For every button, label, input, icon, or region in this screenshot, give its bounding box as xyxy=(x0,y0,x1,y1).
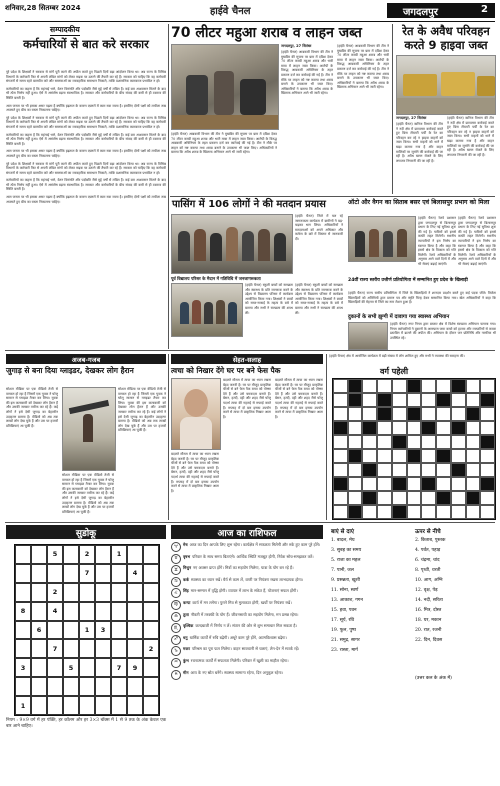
rashifal-text: मान-सम्मान में वृद्धि होगी। व्यापार में लाभ के संकेत हैं, योजनाएं सफल होंगी। xyxy=(190,588,298,594)
sudoku-cell[interactable] xyxy=(63,583,79,602)
rashifal-item xyxy=(171,635,323,645)
rashifal-text: जल्दबाजी में निर्णय न लें। संतान की ओर से शुभ समाचार मिल सकता है। xyxy=(195,623,297,629)
sudoku-cell[interactable] xyxy=(111,696,127,715)
ajab-label-bar xyxy=(6,354,166,364)
zodiac-icon: ♐ xyxy=(171,635,181,645)
rashifal-sign: वृश्चिक xyxy=(183,623,194,629)
ajab-body-col1: सोशल मीडिया पर एक वीडियो तेजी से वायरल हो रहा है जिसमें एक युवक ने घरेलू सामान से ग्लाइडर तैयार कर लिया। युवक की इस कलाकारी को देखकर लोग हैरान हैं और उसकी जमकर तारीफ कर रहे हैं। कई लोगों ने इसे देसी जुगाड़ का बेहतरीन उदाहरण बताया है। वीडियो को अब तक लाखों लोग देख चुके हैं और उस पर हजारों प्रतिक्रियाएं आ चुकी हैं। xyxy=(6,387,58,428)
sudoku-cell[interactable] xyxy=(63,621,79,640)
zodiac-icon: ♍ xyxy=(171,600,181,610)
crossword-clue: 20. रात, रजनी xyxy=(415,628,442,633)
sudoku-cell[interactable] xyxy=(15,564,31,583)
sudoku-cell[interactable] xyxy=(95,583,111,602)
sudoku-cell[interactable]: 7 xyxy=(79,564,95,583)
sudoku-grid xyxy=(14,544,160,716)
rashifal-sign: मीन xyxy=(183,669,189,675)
mahua-body-col2: (हाईवे चैनल) आबकारी विभाग की टीम ने मुखबिर की सूचना पर ग्राम में दबिश देकर 70 लीटर कच्ची महुआ शराब और भारी मात्रा में लाहन जब्त किया। आरोपी के विरुद्ध आबकारी अधिनियम के तहत प्रकरण दर्ज कर कार्रवाई की गई है। टीम ने मौके पर लाहन को नष्ट कराया तथा शराब बनाने के उपकरण भी जब्त किए। अधिकारियों ने बताया कि अवैध शराब के खिलाफ अभियान आगे भी जारी रहेगा। xyxy=(337,44,389,90)
sudoku-cell[interactable]: 9 xyxy=(127,658,143,677)
rashifal-text: आज का दिन आपके लिए शुभ रहेगा। कार्यक्षेत्र में सफलता मिलेगी और रुके हुए काम पूरे होंगे। xyxy=(189,542,321,547)
rashifal-sign: वृषभ xyxy=(183,553,191,559)
answers-note: (उत्तर कल के अंक में) xyxy=(415,676,452,681)
rashifal-item xyxy=(171,588,323,598)
sehat-story xyxy=(171,378,323,520)
crossword-title: वर्ग पहेली xyxy=(380,367,409,376)
sudoku-cell[interactable] xyxy=(63,564,79,583)
band-story xyxy=(171,214,343,274)
editorial-label: सम्पादकीय xyxy=(50,25,80,34)
crossword-clue: 16. मित्र, दोस्त xyxy=(415,608,442,613)
crossword-clue: 14. नदी, सरिता xyxy=(415,598,443,603)
sudoku-cell[interactable] xyxy=(31,564,47,583)
school-body-col1: (हाईवे चैनल) स्कूली बच्चों को स्वच्छता और स्वास्थ्य के प्रति जागरूक करने के उद्देश्य से विद्यालय परिसर में कार्यक्रम आयोजित किया गया। शिक्षकों ने बच्चों को साफ-सफाई के महत्व के बारे में बताया और सभी ने स्वच्छता की शपथ ली। xyxy=(245,283,293,315)
rashifal-text-box xyxy=(183,635,287,640)
sudoku-cell[interactable] xyxy=(95,564,111,583)
rashifal-item xyxy=(171,612,323,622)
rashifal-item xyxy=(171,577,323,587)
crossword-clue: 7. पानी, जल xyxy=(331,568,354,573)
sudoku-cell[interactable] xyxy=(31,639,47,658)
mahua-body-col3: (हाईवे चैनल) आबकारी विभाग की टीम ने मुखबिर की सूचना पर ग्राम में दबिश देकर 70 लीटर कच्ची महुआ शराब और भारी मात्रा में लाहन जब्त किया। आरोपी के विरुद्ध आबकारी अधिनियम के तहत प्रकरण दर्ज कर कार्रवाई की गई है। टीम ने मौके पर लाहन को नष्ट कराया तथा शराब बनाने के उपकरण भी जब्त किए। अधिकारियों ने बताया कि अवैध शराब के खिलाफ अभियान आगे भी जारी रहेगा। xyxy=(171,132,277,155)
sand-body-col1: (हाईवे चैनल) खनिज विभाग की टीम ने नदी क्षेत्र में छापामार कार्रवाई करते हुए बिना रॉयल्टी पर्ची के रेत का परिवहन कर रहे 9 हाइवा वाहनों को जब्त किया। सभी वाहनों को थाने में खड़ा कराया गया है और वाहन मालिकों पर जुर्माने की कार्रवाई की जा रही है। अवैध खनन रोकने के लिए लगातार निगरानी की जा रही है। xyxy=(396,122,443,163)
sudoku-cell[interactable] xyxy=(127,583,143,602)
rashifal-sign: कुंभ xyxy=(183,657,189,663)
crossword-clue: 8. पृथ्वी, धरती xyxy=(415,568,441,573)
zodiac-icon: ♑ xyxy=(171,646,181,656)
rashifal-text-box xyxy=(183,542,320,547)
column-divider-3 xyxy=(168,354,169,520)
crossword-clue: 4. पर्वत, पहाड़ xyxy=(415,548,441,553)
sudoku-cell[interactable]: 8 xyxy=(15,602,31,621)
sudoku-cell[interactable]: 5 xyxy=(63,658,79,677)
auto-body-col1: (हाईवे चैनल) रेलवे प्रशासन द्वारा जगदलपुर से बिलासपुर प्रभाग के लिए नई सुविधा शुरू की गई है। यात्रियों को इससे काफी राहत मिलेगी। स्थानीय व्यापारियों ने इस निर्णय का स्वागत किया है और कहा कि इससे क्षेत्र के विकास को गति मिलेगी। रेलवे अधिकारियों के अनुसार आने वाले दिनों में और भी सेवाएं बढ़ाई जाएंगी। xyxy=(418,216,456,266)
rashifal-text: परिवार के साथ समय बिताएंगे। आर्थिक स्थिति मजबूत होगी, निवेश सोच-समझकर करें। xyxy=(192,553,314,559)
sudoku-cell[interactable] xyxy=(15,639,31,658)
rashifal-item xyxy=(171,600,323,610)
down-title: ऊपर से नीचे xyxy=(415,529,441,535)
sand-story xyxy=(396,116,494,194)
sudoku-cell[interactable]: 1 xyxy=(15,696,31,715)
sudoku-cell[interactable] xyxy=(127,602,143,621)
header-page-no: 2 xyxy=(481,4,488,15)
sudoku-cell[interactable] xyxy=(95,658,111,677)
rashifal-text-box xyxy=(183,565,294,570)
rashifal-sign: धनु xyxy=(183,634,188,640)
editorial-body xyxy=(6,70,166,340)
mahua-headline: 70 लीटर महुआ शराब व लाहन जब्त xyxy=(171,25,362,41)
zodiac-icon: ♏ xyxy=(171,623,181,633)
sudoku-cell[interactable] xyxy=(95,639,111,658)
rashifal-text-box xyxy=(183,577,303,582)
sudoku-cell[interactable] xyxy=(47,658,63,677)
sudoku-cell[interactable] xyxy=(79,639,95,658)
rashifal-text: स्वास्थ्य का ध्यान रखें। धैर्य से काम लें, वाणी पर नियंत्रण रखना लाभदायक होगा। xyxy=(190,576,304,582)
sudoku-cell[interactable] xyxy=(63,696,79,715)
zodiac-icon: ♓ xyxy=(171,670,181,680)
header-city: जगदलपुर xyxy=(403,7,438,18)
sudoku-cell[interactable] xyxy=(111,564,127,583)
editorial-para-1: पूरे प्रदेश के शिक्षकों ने सरकार से मांगें पूरी करने की अपील करते हुए पिछले दिनों बड़ा आंदोलन किया था। अब राज्य के विभिन्न विभागों के कर्मचारी फिर से अपनी लंबित मांगों को लेकर सड़क पर उतरने की तैयारी कर रहे हैं। सरकार को चाहिए कि वह कर्मचारी संगठनों से समय रहते बातचीत करे और समस्याओं का व्यावहारिक समाधान निकाले, ताकि प्रशासनिक कामकाज प्रभावित न हो। xyxy=(6,70,166,84)
crossword-clue: 15. हवा, पवन xyxy=(331,608,357,613)
masthead xyxy=(5,3,495,20)
rashifal-text: आय के नए स्रोत बनेंगे। स्वास्थ्य सामान्य रहेगा, दिन अनुकूल रहेगा। xyxy=(190,669,284,675)
editorial-para-4: पूरे प्रदेश के शिक्षकों ने सरकार से मांगें पूरी करने की अपील करते हुए पिछले दिनों बड़ा आंदोलन किया था। अब राज्य के विभिन्न विभागों के कर्मचारी फिर से अपनी लंबित मांगों को लेकर सड़क पर उतरने की तैयारी कर रहे हैं। सरकार को चाहिए कि वह कर्मचारी संगठनों से समय रहते बातचीत करे और समस्याओं का व्यावहारिक समाधान निकाले, ताकि प्रशासनिक कामकाज प्रभावित न हो। xyxy=(6,115,166,129)
sudoku-cell[interactable]: 5 xyxy=(47,545,63,564)
rashifal-text-box xyxy=(183,623,297,628)
sehat-headline: त्वचा को निखार देंगे घर पर बने फेस पैक xyxy=(171,366,281,375)
editorial-para-6: आम जनता पर भी इसका असर पड़ता है क्योंकि हड़ताल के कारण दफ्तरों में काम रुक जाता है। इसलिए दोनों पक्षों को लचीला रुख अपनाते हुए बीच का रास्ता निकालना चाहिए। xyxy=(6,149,166,158)
ajab-headline: जुगाड़ से बना दिया ग्लाइडर, देखकर लोग हैरान xyxy=(6,366,134,375)
crossword-clue: 9. प्रसन्नता, खुशी xyxy=(331,578,360,583)
sudoku-cell[interactable] xyxy=(143,696,159,715)
crossword-clue: 2. किताब, पुस्तक xyxy=(415,538,446,543)
auto-story xyxy=(348,216,496,276)
crossword-clue: 18. घर, मकान xyxy=(415,618,442,623)
crossword-clue: 12. वृक्ष, पेड़ xyxy=(415,588,438,593)
crossword-clue: 10. आग, अग्नि xyxy=(415,578,443,583)
bottom-right-body: (हाईवे चैनल) क्षेत्र में आयोजित कार्यक्रम में बड़ी संख्या में लोग शामिल हुए और सभी ने व्यवस्था की सराहना की। xyxy=(329,354,465,358)
crossword-clue: 11. सोना, स्वर्ण xyxy=(331,588,359,593)
rashifal-text-box xyxy=(183,554,314,559)
band-rule xyxy=(170,196,495,197)
sudoku-cell[interactable] xyxy=(47,564,63,583)
rashifal-text: नौकरी में तरक्की के योग हैं। जीवनसाथी का सहयोग मिलेगा, मन प्रसन्न रहेगा। xyxy=(190,611,299,617)
sudoku-cell[interactable] xyxy=(143,602,159,621)
sudoku-cell[interactable] xyxy=(127,545,143,564)
sudoku-cell[interactable]: 7 xyxy=(111,658,127,677)
rashifal-text-box xyxy=(183,646,299,651)
rashifal-item xyxy=(171,623,323,633)
sudoku-cell[interactable] xyxy=(111,639,127,658)
crossword-clue: 22. दिन, दिवस xyxy=(415,638,443,643)
mahua-story xyxy=(171,44,389,194)
rashifal-title-bar xyxy=(171,525,323,539)
crossword-clue: 21. समुद्र, सागर xyxy=(331,638,360,643)
crossword-clue: 6. चंद्रमा, चांद xyxy=(415,558,440,563)
sudoku-cell[interactable] xyxy=(47,696,63,715)
sudoku-cell[interactable] xyxy=(111,583,127,602)
school-body-col2: (हाईवे चैनल) स्कूली बच्चों को स्वच्छता और स्वास्थ्य के प्रति जागरूक करने के उद्देश्य से विद्यालय परिसर में कार्यक्रम आयोजित किया गया। शिक्षकों ने बच्चों को साफ-सफाई के महत्व के बारे में बताया और सभी ने स्वच्छता की शपथ ली। xyxy=(295,283,343,315)
rashifal-text: परिश्रम का पूरा फल मिलेगा। वाहन सावधानी से चलाएं, लेन-देन में सतर्क रहें। xyxy=(191,646,300,652)
school-story xyxy=(171,276,343,348)
sand-body-col2: (हाईवे चैनल) खनिज विभाग की टीम ने नदी क्षेत्र में छापामार कार्रवाई करते हुए बिना रॉयल्टी पर्ची के रेत का परिवहन कर रहे 9 हाइवा वाहनों को जब्त किया। सभी वाहनों को थाने में खड़ा कराया गया है और वाहन मालिकों पर जुर्माने की कार्रवाई की जा रही है। अवैध खनन रोकने के लिए लगातार निगरानी की जा रही है। xyxy=(447,116,494,157)
story-24-headline: 24वीं राज्य स्तरीय उत्तीर्ण प्रतियोगिता में सम्मानित हुए प्रदेश के खिलाड़ी xyxy=(348,278,468,283)
header-city-box xyxy=(387,3,495,18)
crossword-clues xyxy=(329,525,495,780)
crossword-clue: 17. सूर्य, रवि xyxy=(331,618,355,623)
auto-headline: ऑटो और वैगन का सिताब बसर एवं बिलासपुर प्रभाग को मिला xyxy=(348,199,490,206)
sudoku-cell[interactable]: 2 xyxy=(79,545,95,564)
sand-photo xyxy=(396,55,496,115)
sudoku-cell[interactable]: 3 xyxy=(95,621,111,640)
rashifal-text: नए अवसर प्राप्त होंगे। मित्रों का सहयोग मिलेगा, यात्रा के योग बन रहे हैं। xyxy=(192,565,294,571)
sudoku-cell[interactable]: 4 xyxy=(127,564,143,583)
sudoku-cell[interactable]: 2 xyxy=(143,639,159,658)
story-24 xyxy=(348,278,496,312)
games-rule xyxy=(5,522,495,523)
ajab-label: अजब-गजब xyxy=(71,355,101,364)
sudoku-cell[interactable] xyxy=(63,545,79,564)
sudoku-cell[interactable]: 7 xyxy=(47,639,63,658)
sudoku-cell[interactable] xyxy=(31,602,47,621)
sudoku-cell[interactable] xyxy=(79,583,95,602)
sudoku-cell[interactable] xyxy=(15,545,31,564)
sudoku-cell[interactable] xyxy=(31,545,47,564)
editorial-para-8: कर्मचारियों का कहना है कि महंगाई भत्ते, वेतन विसंगति और पदोन्नति जैसे मुद्दे वर्षों से लंबित हैं। कई बार आश्वासन मिलने के बाद भी ठोस निर्णय नहीं हुआ। ऐसे में असंतोष बढ़ना स्वाभाविक है। सरकार और कर्मचारियों के बीच संवाद की कमी से ही टकराव की स्थिति बनती है। xyxy=(6,178,166,192)
school-caption: पूर्व विद्यालय परिसर के मैदान में गतिविधि में जनजागरूकता xyxy=(171,276,261,281)
rashifal-item xyxy=(171,565,323,575)
cleanup-body: (हाईवे चैनल) नगर निगम द्वारा बाजार क्षेत्र में विशेष स्वच्छता अभियान चलाया गया। निगम कर्मचारियों ने दुकानों के आसपास जमा कचरे को हटाया और व्यापारियों से कचरा डस्टबिन में डालने की अपील की। अभियान के दौरान जन प्रतिनिधि और नागरिक भी उपस्थित रहे। xyxy=(390,322,496,340)
rashifal-item xyxy=(171,646,323,656)
rashifal-text: कार्य में मन लगेगा। पुराने मित्र से मुलाकात होगी, खर्चों पर नियंत्रण रखें। xyxy=(192,599,292,605)
sudoku-cell[interactable]: 3 xyxy=(15,658,31,677)
sudoku-title-bar xyxy=(6,525,166,539)
sudoku-cell[interactable] xyxy=(31,658,47,677)
zodiac-icon: ♉ xyxy=(171,554,181,564)
rashifal-list xyxy=(171,542,323,780)
rashifal-item xyxy=(171,554,323,564)
rashifal-item xyxy=(171,658,323,668)
zodiac-icon: ♈ xyxy=(171,542,181,552)
crossword-clue: 3. सुबह का समय xyxy=(331,548,362,553)
cleanup-headline: दुकानों के सभी झुग्गी में दावागा गया स्वास्थ्य अभियान xyxy=(348,314,450,320)
rashifal-sign: मिथुन xyxy=(183,565,191,571)
column-divider-1 xyxy=(168,24,169,349)
editorial xyxy=(6,24,166,344)
sehat-photo xyxy=(171,378,221,450)
zodiac-icon: ♎ xyxy=(171,612,181,622)
ajab-photo xyxy=(62,387,116,471)
editorial-para-9: आम जनता पर भी इसका असर पड़ता है क्योंकि हड़ताल के कारण दफ्तरों में काम रुक जाता है। इसलिए दोनों पक्षों को लचीला रुख अपनाते हुए बीच का रास्ता निकालना चाहिए। xyxy=(6,195,166,204)
band-photo xyxy=(171,214,293,274)
header-brand: हाईवे चैनल xyxy=(210,6,251,17)
crossword-clue: 5. राजा का महल xyxy=(331,558,361,563)
sudoku-cell[interactable] xyxy=(79,677,95,696)
sudoku-cell[interactable] xyxy=(127,639,143,658)
rashifal-sign: कर्क xyxy=(183,576,189,582)
sudoku-cell[interactable] xyxy=(95,677,111,696)
zodiac-icon: ♋ xyxy=(171,577,181,587)
band-headline: पासिंग में 106 लोगों ने की मतदान प्रयास xyxy=(172,199,326,210)
sudoku-cell[interactable]: 1 xyxy=(111,545,127,564)
mahua-photo xyxy=(171,44,279,130)
crossword-clue: 13. आकाश, गगन xyxy=(331,598,363,603)
rashifal-text-box xyxy=(183,600,292,605)
rashifal-sign: मेष xyxy=(183,542,188,547)
sudoku-cell[interactable] xyxy=(15,583,31,602)
rashifal-text-box xyxy=(183,670,283,675)
cleanup-photo xyxy=(348,322,388,350)
sudoku-title: सुडोकू xyxy=(75,528,97,539)
sudoku-cell[interactable] xyxy=(31,696,47,715)
sudoku-cell[interactable] xyxy=(47,621,63,640)
ajab-body-col3: सोशल मीडिया पर एक वीडियो तेजी से वायरल हो रहा है जिसमें एक युवक ने घरेलू सामान से ग्लाइडर तैयार कर लिया। युवक की इस कलाकारी को देखकर लोग हैरान हैं और उसकी जमकर तारीफ कर रहे हैं। कई लोगों ने इसे देसी जुगाड़ का बेहतरीन उदाहरण बताया है। वीडियो को अब तक लाखों लोग देख चुके हैं और उस पर हजारों प्रतिक्रियाएं आ चुकी हैं। xyxy=(118,387,166,433)
sudoku-cell[interactable] xyxy=(127,621,143,640)
mahua-body-col1: (हाईवे चैनल) आबकारी विभाग की टीम ने मुखबिर की सूचना पर ग्राम में दबिश देकर 70 लीटर कच्ची महुआ शराब और भारी मात्रा में लाहन जब्त किया। आरोपी के विरुद्ध आबकारी अधिनियम के तहत प्रकरण दर्ज कर कार्रवाई की गई है। टीम ने मौके पर लाहन को नष्ट कराया तथा शराब बनाने के उपकरण भी जब्त किए। अधिकारियों ने बताया कि अवैध शराब के खिलाफ अभियान आगे भी जारी रहेगा। xyxy=(281,50,333,96)
rashifal-item xyxy=(171,670,323,680)
sudoku-cell[interactable]: 6 xyxy=(31,621,47,640)
sudoku-cell[interactable] xyxy=(95,696,111,715)
ajab-body-col2: सोशल मीडिया पर एक वीडियो तेजी से वायरल हो रहा है जिसमें एक युवक ने घरेलू सामान से ग्लाइडर तैयार कर लिया। युवक की इस कलाकारी को देखकर लोग हैरान हैं और उसकी जमकर तारीफ कर रहे हैं। कई लोगों ने इसे देसी जुगाड़ का बेहतरीन उदाहरण बताया है। वीडियो को अब तक लाखों लोग देख चुके हैं और उस पर हजारों प्रतिक्रियाएं आ चुकी हैं। xyxy=(62,473,114,514)
ajab-story xyxy=(6,387,166,519)
column-divider-2 xyxy=(392,24,393,194)
bottom-rule xyxy=(5,350,495,351)
cleanup-story xyxy=(348,314,496,348)
editorial-para-3: आम जनता पर भी इसका असर पड़ता है क्योंकि हड़ताल के कारण दफ्तरों में काम रुक जाता है। इसलिए दोनों पक्षों को लचीला रुख अपनाते हुए बीच का रास्ता निकालना चाहिए। xyxy=(6,103,166,113)
sudoku-cell[interactable] xyxy=(143,564,159,583)
school-photo xyxy=(171,283,243,337)
editorial-para-2: कर्मचारियों का कहना है कि महंगाई भत्ते, वेतन विसंगति और पदोन्नति जैसे मुद्दे वर्षों से लंबित हैं। कई बार आश्वासन मिलने के बाद भी ठोस निर्णय नहीं हुआ। ऐसे में असंतोष बढ़ना स्वाभाविक है। सरकार और कर्मचारियों के बीच संवाद की कमी से ही टकराव की स्थिति बनती है। xyxy=(6,86,166,100)
auto-body-col2: (हाईवे चैनल) रेलवे प्रशासन द्वारा जगदलपुर से बिलासपुर प्रभाग के लिए नई सुविधा शुरू की गई है। यात्रियों को इससे काफी राहत मिलेगी। स्थानीय व्यापारियों ने इस निर्णय का स्वागत किया है और कहा कि इससे क्षेत्र के विकास को गति मिलेगी। रेलवे अधिकारियों के अनुसार आने वाले दिनों में और भी सेवाएं बढ़ाई जाएंगी। xyxy=(458,216,496,266)
sudoku-cell[interactable] xyxy=(79,696,95,715)
rashifal-sign: कन्या xyxy=(183,599,191,605)
sudoku-cell[interactable] xyxy=(63,602,79,621)
sudoku-cell[interactable]: 1 xyxy=(79,621,95,640)
sehat-body-col2: बदलते मौसम में त्वचा का ध्यान रखना बेहद जरूरी है। घर पर मौजूद प्राकृतिक चीजों से बने फेस पैक त्वचा को पोषण देते हैं और उसे चमकदार बनाते हैं। बेसन, हल्दी, दही और शहद जैसे घरेलू पदार्थ त्वचा की गहराई से सफाई करते हैं। सप्ताह में दो बार इनका उपयोग करने से त्वचा में प्राकृतिक निखार आता है। xyxy=(223,378,271,419)
sudoku-cell[interactable] xyxy=(63,677,79,696)
crossword-clue: 19. फूल, पुष्प xyxy=(331,628,357,633)
sehat-label: सेहत-सलाह xyxy=(232,355,262,364)
header-rule xyxy=(5,21,495,22)
bottom-right-story xyxy=(329,354,495,364)
zodiac-icon: ♌ xyxy=(171,588,181,598)
sand-headline: रेत के अवैध परिवहन करते 9 हाइवा जब्त xyxy=(402,24,490,52)
sudoku-instructions: नियम : 9×9 वर्ग में हर पंक्ति, हर कॉलम और हर 3×3 बॉक्स में 1 से 9 तक के अंक केवल एक बार आने चाहिए। xyxy=(6,718,166,729)
crossword-clue: 1. बादल, मेघ xyxy=(331,538,355,543)
sehat-body-col3: बदलते मौसम में त्वचा का ध्यान रखना बेहद जरूरी है। घर पर मौजूद प्राकृतिक चीजों से बने फेस पैक त्वचा को पोषण देते हैं और उसे चमकदार बनाते हैं। बेसन, हल्दी, दही और शहद जैसे घरेलू पदार्थ त्वचा की गहराई से सफाई करते हैं। सप्ताह में दो बार इनका उपयोग करने से त्वचा में प्राकृतिक निखार आता है। xyxy=(275,378,323,419)
across-title: बाएं से दाएं xyxy=(331,529,354,535)
auto-photo xyxy=(348,216,416,262)
header-date: शनिवार,28 सितम्बर 2024 xyxy=(5,4,81,12)
crossword-clue: 23. रास्ता, मार्ग xyxy=(331,648,358,653)
sudoku-cell[interactable]: 4 xyxy=(47,602,63,621)
sudoku-cell[interactable] xyxy=(143,545,159,564)
rashifal-text: रचनात्मक कार्यों में सफलता मिलेगी। परिवार में खुशी का माहौल रहेगा। xyxy=(190,657,289,663)
rashifal-text: धार्मिक कार्यों में रुचि बढ़ेगी। अधूरे काम पूरे होंगे, आत्मविश्वास बढ़ेगा। xyxy=(189,634,287,640)
rashifal-text-box xyxy=(183,658,289,663)
rashifal-text-box xyxy=(183,588,298,593)
story-24-body: (हाईवे चैनल) राज्य स्तरीय प्रतियोगिता में जिले के खिलाड़ियों ने शानदार प्रदर्शन करते हुए कई पदक जीते। विजेता खिलाड़ियों को अतिथियों द्वारा प्रमाण पत्र और स्मृति चिन्ह देकर सम्मानित किया गया। खेल अधिकारियों ने कहा कि खिलाड़ियों की मेहनत से जिले का नाम रोशन हुआ है। xyxy=(348,291,496,305)
sudoku-cell[interactable] xyxy=(47,677,63,696)
sudoku-cell[interactable] xyxy=(31,677,47,696)
mahua-dateline: जगदलपुर, 27 सितंबर xyxy=(281,44,312,48)
rashifal-title: आज का राशिफल xyxy=(217,528,277,539)
sehat-label-bar xyxy=(171,354,323,364)
sudoku-cell[interactable] xyxy=(111,621,127,640)
sudoku-cell[interactable] xyxy=(15,677,31,696)
editorial-headline: कर्मचारियों से बात करे सरकार xyxy=(23,37,149,51)
sudoku-cell[interactable] xyxy=(95,545,111,564)
sudoku-cell[interactable] xyxy=(127,677,143,696)
zodiac-icon: ♒ xyxy=(171,658,181,668)
sand-dateline: जगदलपुर, 27 सितंबर xyxy=(396,116,427,120)
rashifal-sign: सिंह xyxy=(183,588,189,594)
sudoku-cell[interactable]: 2 xyxy=(47,583,63,602)
rashifal-text-box xyxy=(183,612,298,617)
column-divider-4 xyxy=(326,354,327,520)
sudoku-cell[interactable] xyxy=(111,677,127,696)
sudoku-cell[interactable] xyxy=(31,583,47,602)
sudoku-cell[interactable] xyxy=(79,658,95,677)
down-list xyxy=(415,536,495,646)
sehat-body-col1: बदलते मौसम में त्वचा का ध्यान रखना बेहद जरूरी है। घर पर मौजूद प्राकृतिक चीजों से बने फेस पैक त्वचा को पोषण देते हैं और उसे चमकदार बनाते हैं। बेसन, हल्दी, दही और शहद जैसे घरेलू पदार्थ त्वचा की गहराई से सफाई करते हैं। सप्ताह में दो बार इनका उपयोग करने से त्वचा में प्राकृतिक निखार आता है। xyxy=(171,452,219,493)
crossword-grid xyxy=(332,378,496,520)
across-list xyxy=(331,536,411,656)
sudoku-cell[interactable] xyxy=(127,696,143,715)
band-body: (हाईवे चैनल) जिले में चल रहे जागरूकता कार्यक्रम में ग्रामीणों ने बढ़-चढ़कर भाग लिया। अधिकारियों ने मतदाताओं को अपने अधिकार और कर्तव्य के बारे में विस्तार से जानकारी दी। xyxy=(295,214,343,241)
sudoku-cell[interactable] xyxy=(111,602,127,621)
sudoku-cell[interactable] xyxy=(143,583,159,602)
rashifal-item xyxy=(171,542,323,552)
editorial-para-5: कर्मचारियों का कहना है कि महंगाई भत्ते, वेतन विसंगति और पदोन्नति जैसे मुद्दे वर्षों से लंबित हैं। कई बार आश्वासन मिलने के बाद भी ठोस निर्णय नहीं हुआ। ऐसे में असंतोष बढ़ना स्वाभाविक है। सरकार और कर्मचारियों के बीच संवाद की कमी से ही टकराव की स्थिति बनती है। xyxy=(6,132,166,146)
sudoku-cell[interactable] xyxy=(79,602,95,621)
rashifal-sign: तुला xyxy=(183,611,189,617)
editorial-para-7: पूरे प्रदेश के शिक्षकों ने सरकार से मांगें पूरी करने की अपील करते हुए पिछले दिनों बड़ा आंदोलन किया था। अब राज्य के विभिन्न विभागों के कर्मचारी फिर से अपनी लंबित मांगों को लेकर सड़क पर उतरने की तैयारी कर रहे हैं। सरकार को चाहिए कि वह कर्मचारी संगठनों से समय रहते बातचीत करे और समस्याओं का व्यावहारिक समाधान निकाले, ताकि प्रशासनिक कामकाज प्रभावित न हो। xyxy=(6,161,166,175)
sudoku-cell[interactable] xyxy=(143,658,159,677)
zodiac-icon: ♊ xyxy=(171,565,181,575)
sudoku-cell[interactable] xyxy=(143,621,159,640)
sudoku-cell[interactable] xyxy=(15,621,31,640)
sudoku-cell[interactable] xyxy=(95,602,111,621)
rashifal-sign: मकर xyxy=(183,646,190,652)
sudoku-cell[interactable] xyxy=(63,639,79,658)
sudoku-cell[interactable] xyxy=(143,677,159,696)
